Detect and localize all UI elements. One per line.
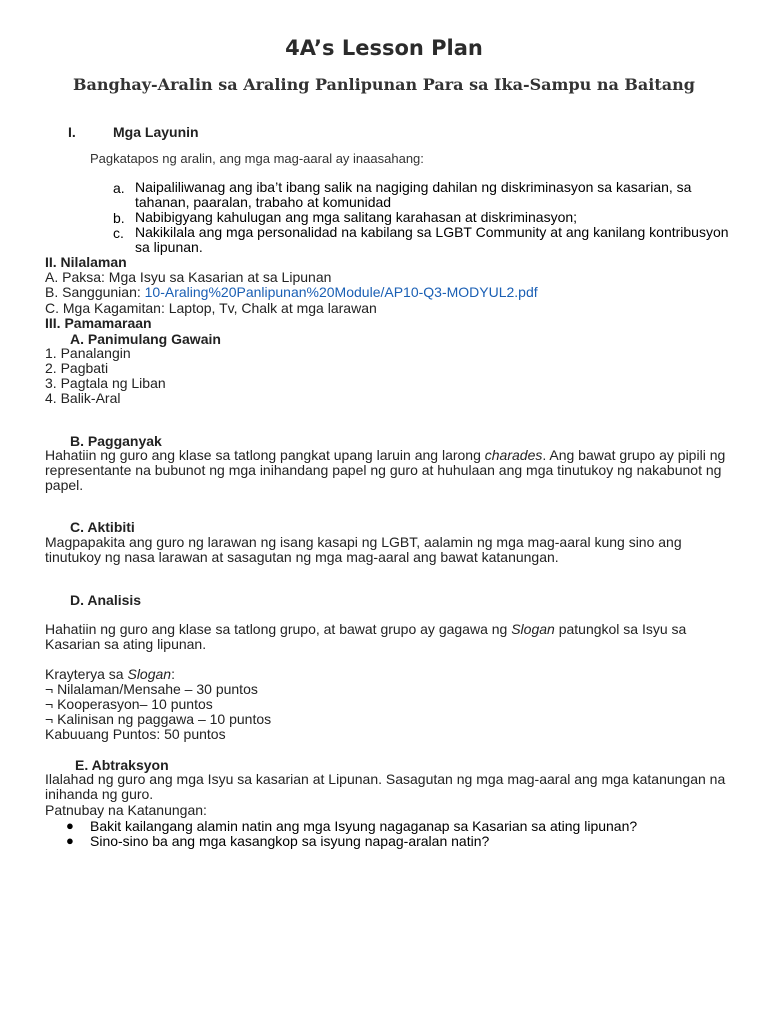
list-item: 1. Panalangin bbox=[45, 345, 131, 361]
subsection-d-title: D. Analisis bbox=[70, 592, 142, 608]
subsection-c-title: C. Aktibiti bbox=[70, 519, 135, 535]
materials-line: C. Mga Kagamitan: Laptop, Tv, Chalk at mga larawan bbox=[45, 300, 377, 316]
subsection-a-title: A. Panimulang Gawain bbox=[70, 331, 221, 347]
subsection-c-text: Magpapakita ang guro ng larawan ng isang kasapi ng LGBT, aalamin ng mga mag-aaral kung sino ang tinutukoy ng nasa larawan at sasagutan ng mga mag-aaral ang bawat katanungan. bbox=[45, 534, 682, 566]
list-item: 2. Pagbati bbox=[45, 360, 109, 376]
list-item: 3. Pagtala ng Liban bbox=[45, 375, 166, 391]
criteria-item: ¬ Kalinisan ng paggawa – 10 puntos bbox=[45, 711, 272, 727]
criteria-label bbox=[45, 667, 175, 682]
reference-label: B. Sanggunian: bbox=[45, 284, 145, 300]
reference-link[interactable]: 10-Araling%20Panlipunan%20Module/AP10-Q3-MODYUL2.pdf bbox=[144, 284, 538, 300]
objective-letter: b. bbox=[113, 210, 125, 226]
topic-line: A. Paksa: Mga Isyu sa Kasarian at sa Lipunan bbox=[45, 269, 332, 285]
text-run: patungkol sa Isyu sa Kasarian sa ating lipunan. bbox=[45, 621, 687, 653]
objectives-intro: Pagkatapos ng aralin, ang mga mag-aaral ay inaasahang: bbox=[90, 151, 424, 166]
section-2-title: II. Nilalaman bbox=[45, 254, 127, 270]
objective-text: Nabibigyang kahulugan ang mga salitang karahasan at diskriminasyon; bbox=[135, 209, 578, 225]
text-run: Hahatiin ng guro ang klase sa tatlong pangkat upang laruin ang larong bbox=[45, 447, 485, 463]
criteria-item: ¬ Kooperasyon– 10 puntos bbox=[45, 696, 213, 712]
objective-text: Naipaliliwanag ang iba’t ibang salik na nagiging dahilan ng diskriminasyon sa kasarian, sa tahanan, paaralan, trabaho at komunidad bbox=[135, 179, 692, 210]
question-item: Bakit kailangang alamin natin ang mga Isyung nagaganap sa Kasarian sa ating lipunan? bbox=[90, 818, 638, 834]
text-run: Hahatiin ng guro ang klase sa tatlong grupo, at bawat grupo ay gagawa ng bbox=[45, 621, 512, 637]
text-run: : bbox=[171, 666, 175, 682]
question-item: Sino-sino ba ang mga kasangkop sa isyung napag-aralan natin? bbox=[90, 833, 490, 849]
subsection-e-title: E. Abtraksyon bbox=[75, 757, 169, 773]
bullet-icon: ● bbox=[66, 818, 74, 833]
text-run-italic: charades bbox=[484, 447, 543, 463]
guide-questions-label: Patnubay na Katanungan: bbox=[45, 802, 207, 818]
subsection-b-text bbox=[45, 448, 730, 494]
objective-letter: c. bbox=[113, 225, 124, 241]
section-1-title: Mga Layunin bbox=[113, 124, 199, 140]
total-points: Kabuuang Puntos: 50 puntos bbox=[45, 726, 226, 742]
reference-line bbox=[45, 285, 538, 300]
objective-letter: a. bbox=[113, 180, 125, 196]
text-run: . Ang bawat grupo ay pipili ng representante na bubunot ng mga inihandang papel ng guro at huhulaan ang mga tinutukoy ng nakabunot ng papel. bbox=[45, 447, 726, 494]
objective-text: Nakikilala ang mga personalidad na kabilang sa LGBT Community at ang kanilang kontribusyon sa lipunan. bbox=[135, 224, 729, 255]
list-item: 4. Balik-Aral bbox=[45, 390, 121, 406]
text-run-italic: Slogan bbox=[127, 666, 172, 682]
subsection-d-text bbox=[45, 622, 730, 652]
text-run-italic: Slogan bbox=[511, 621, 555, 637]
page-title: 4A’s Lesson Plan bbox=[285, 36, 483, 60]
page-subtitle: Banghay-Aralin sa Araling Panlipunan Para sa Ika-Sampu na Baitang bbox=[73, 75, 695, 94]
section-1-number: I. bbox=[68, 124, 76, 140]
subsection-e-text: Ilalahad ng guro ang mga Isyu sa kasarian at Lipunan. Sasagutan ng mga mag-aaral ang mga katanungan na inihanda ng guro. bbox=[45, 771, 726, 803]
subsection-b-title: B. Pagganyak bbox=[70, 433, 162, 449]
criteria-item: ¬ Nilalaman/Mensahe – 30 puntos bbox=[45, 681, 258, 697]
bullet-icon: ● bbox=[66, 833, 74, 848]
text-run: Krayterya sa bbox=[45, 666, 128, 682]
section-3-title: III. Pamamaraan bbox=[45, 315, 152, 331]
